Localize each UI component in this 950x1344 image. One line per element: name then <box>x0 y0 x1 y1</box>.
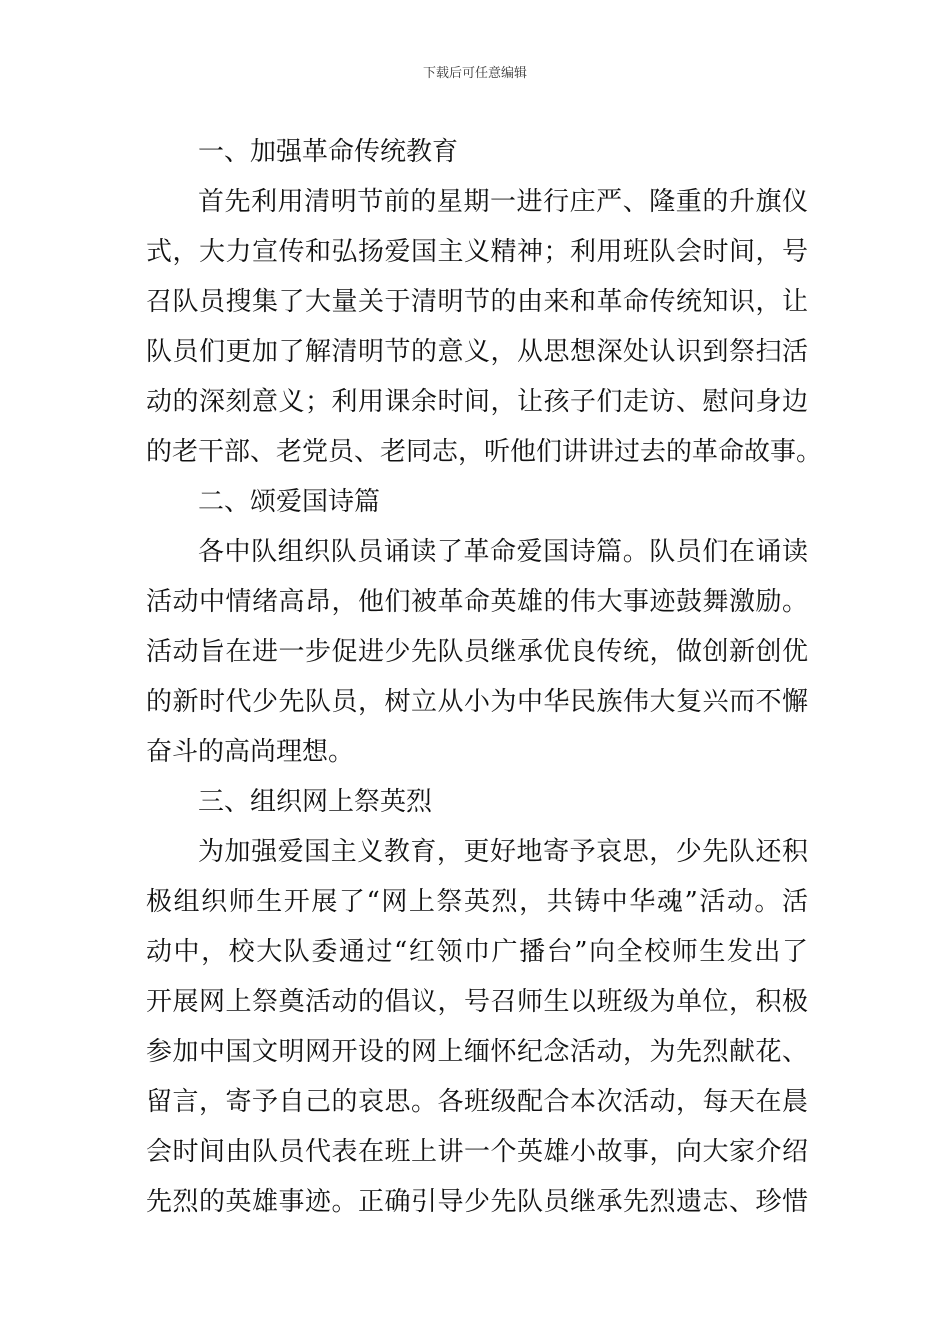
paragraph-line: 活动旨在进一步促进少先队员继承优良传统，做创新创优 <box>146 637 808 667</box>
section-3 <box>146 777 808 1227</box>
paragraph-line: 各中队组织队员诵读了革命爱国诗篇。队员们在诵读 <box>198 537 808 567</box>
paragraph-line: 的老干部、老党员、老同志，听他们讲讲过去的革命故事。 <box>146 437 823 467</box>
paragraph-line: 的新时代少先队员，树立从小为中华民族伟大复兴而不懈 <box>146 687 808 717</box>
paragraph-line: 留言，寄予自己的哀思。各班级配合本次活动，每天在晨 <box>146 1087 808 1117</box>
section-2 <box>146 477 808 777</box>
document-body <box>146 127 823 1227</box>
section-heading: 三、组织网上祭英烈 <box>198 787 433 817</box>
section-heading: 一、加强革命传统教育 <box>198 137 459 167</box>
page-header: 下载后可任意编辑 <box>422 66 527 81</box>
paragraph-line: 极组织师生开展了“网上祭英烈，共铸中华魂”活动。活 <box>146 887 808 917</box>
paragraph-line: 动中，校大队委通过“红领巾广播台”向全校师生发出了 <box>146 937 808 967</box>
paragraph-line: 奋斗的高尚理想。 <box>146 737 355 767</box>
section-paragraph <box>146 527 808 777</box>
paragraph-line: 式，大力宣传和弘扬爱国主义精神；利用班队会时间，号 <box>146 237 808 267</box>
section-paragraph <box>146 827 808 1227</box>
paragraph-line: 会时间由队员代表在班上讲一个英雄小故事，向大家介绍 <box>146 1137 808 1167</box>
section-paragraph <box>146 177 823 477</box>
paragraph-line: 活动中情绪高昂，他们被革命英雄的伟大事迹鼓舞激励。 <box>146 587 808 617</box>
paragraph-line: 队员们更加了解清明节的意义，从思想深处认识到祭扫活 <box>146 337 808 367</box>
paragraph-line: 开展网上祭奠活动的倡议，号召师生以班级为单位，积极 <box>146 987 808 1017</box>
paragraph-line: 为加强爱国主义教育，更好地寄予哀思，少先队还积 <box>198 837 808 867</box>
section-heading: 二、颂爱国诗篇 <box>198 487 381 517</box>
paragraph-line: 首先利用清明节前的星期一进行庄严、隆重的升旗仪 <box>198 187 808 217</box>
paragraph-line: 先烈的英雄事迹。正确引导少先队员继承先烈遗志、珍惜 <box>146 1187 808 1217</box>
paragraph-line: 动的深刻意义；利用课余时间，让孩子们走访、慰问身边 <box>146 387 808 417</box>
paragraph-line: 召队员搜集了大量关于清明节的由来和革命传统知识，让 <box>146 287 808 317</box>
section-1 <box>146 127 823 477</box>
paragraph-line: 参加中国文明网开设的网上缅怀纪念活动，为先烈献花、 <box>146 1037 808 1067</box>
